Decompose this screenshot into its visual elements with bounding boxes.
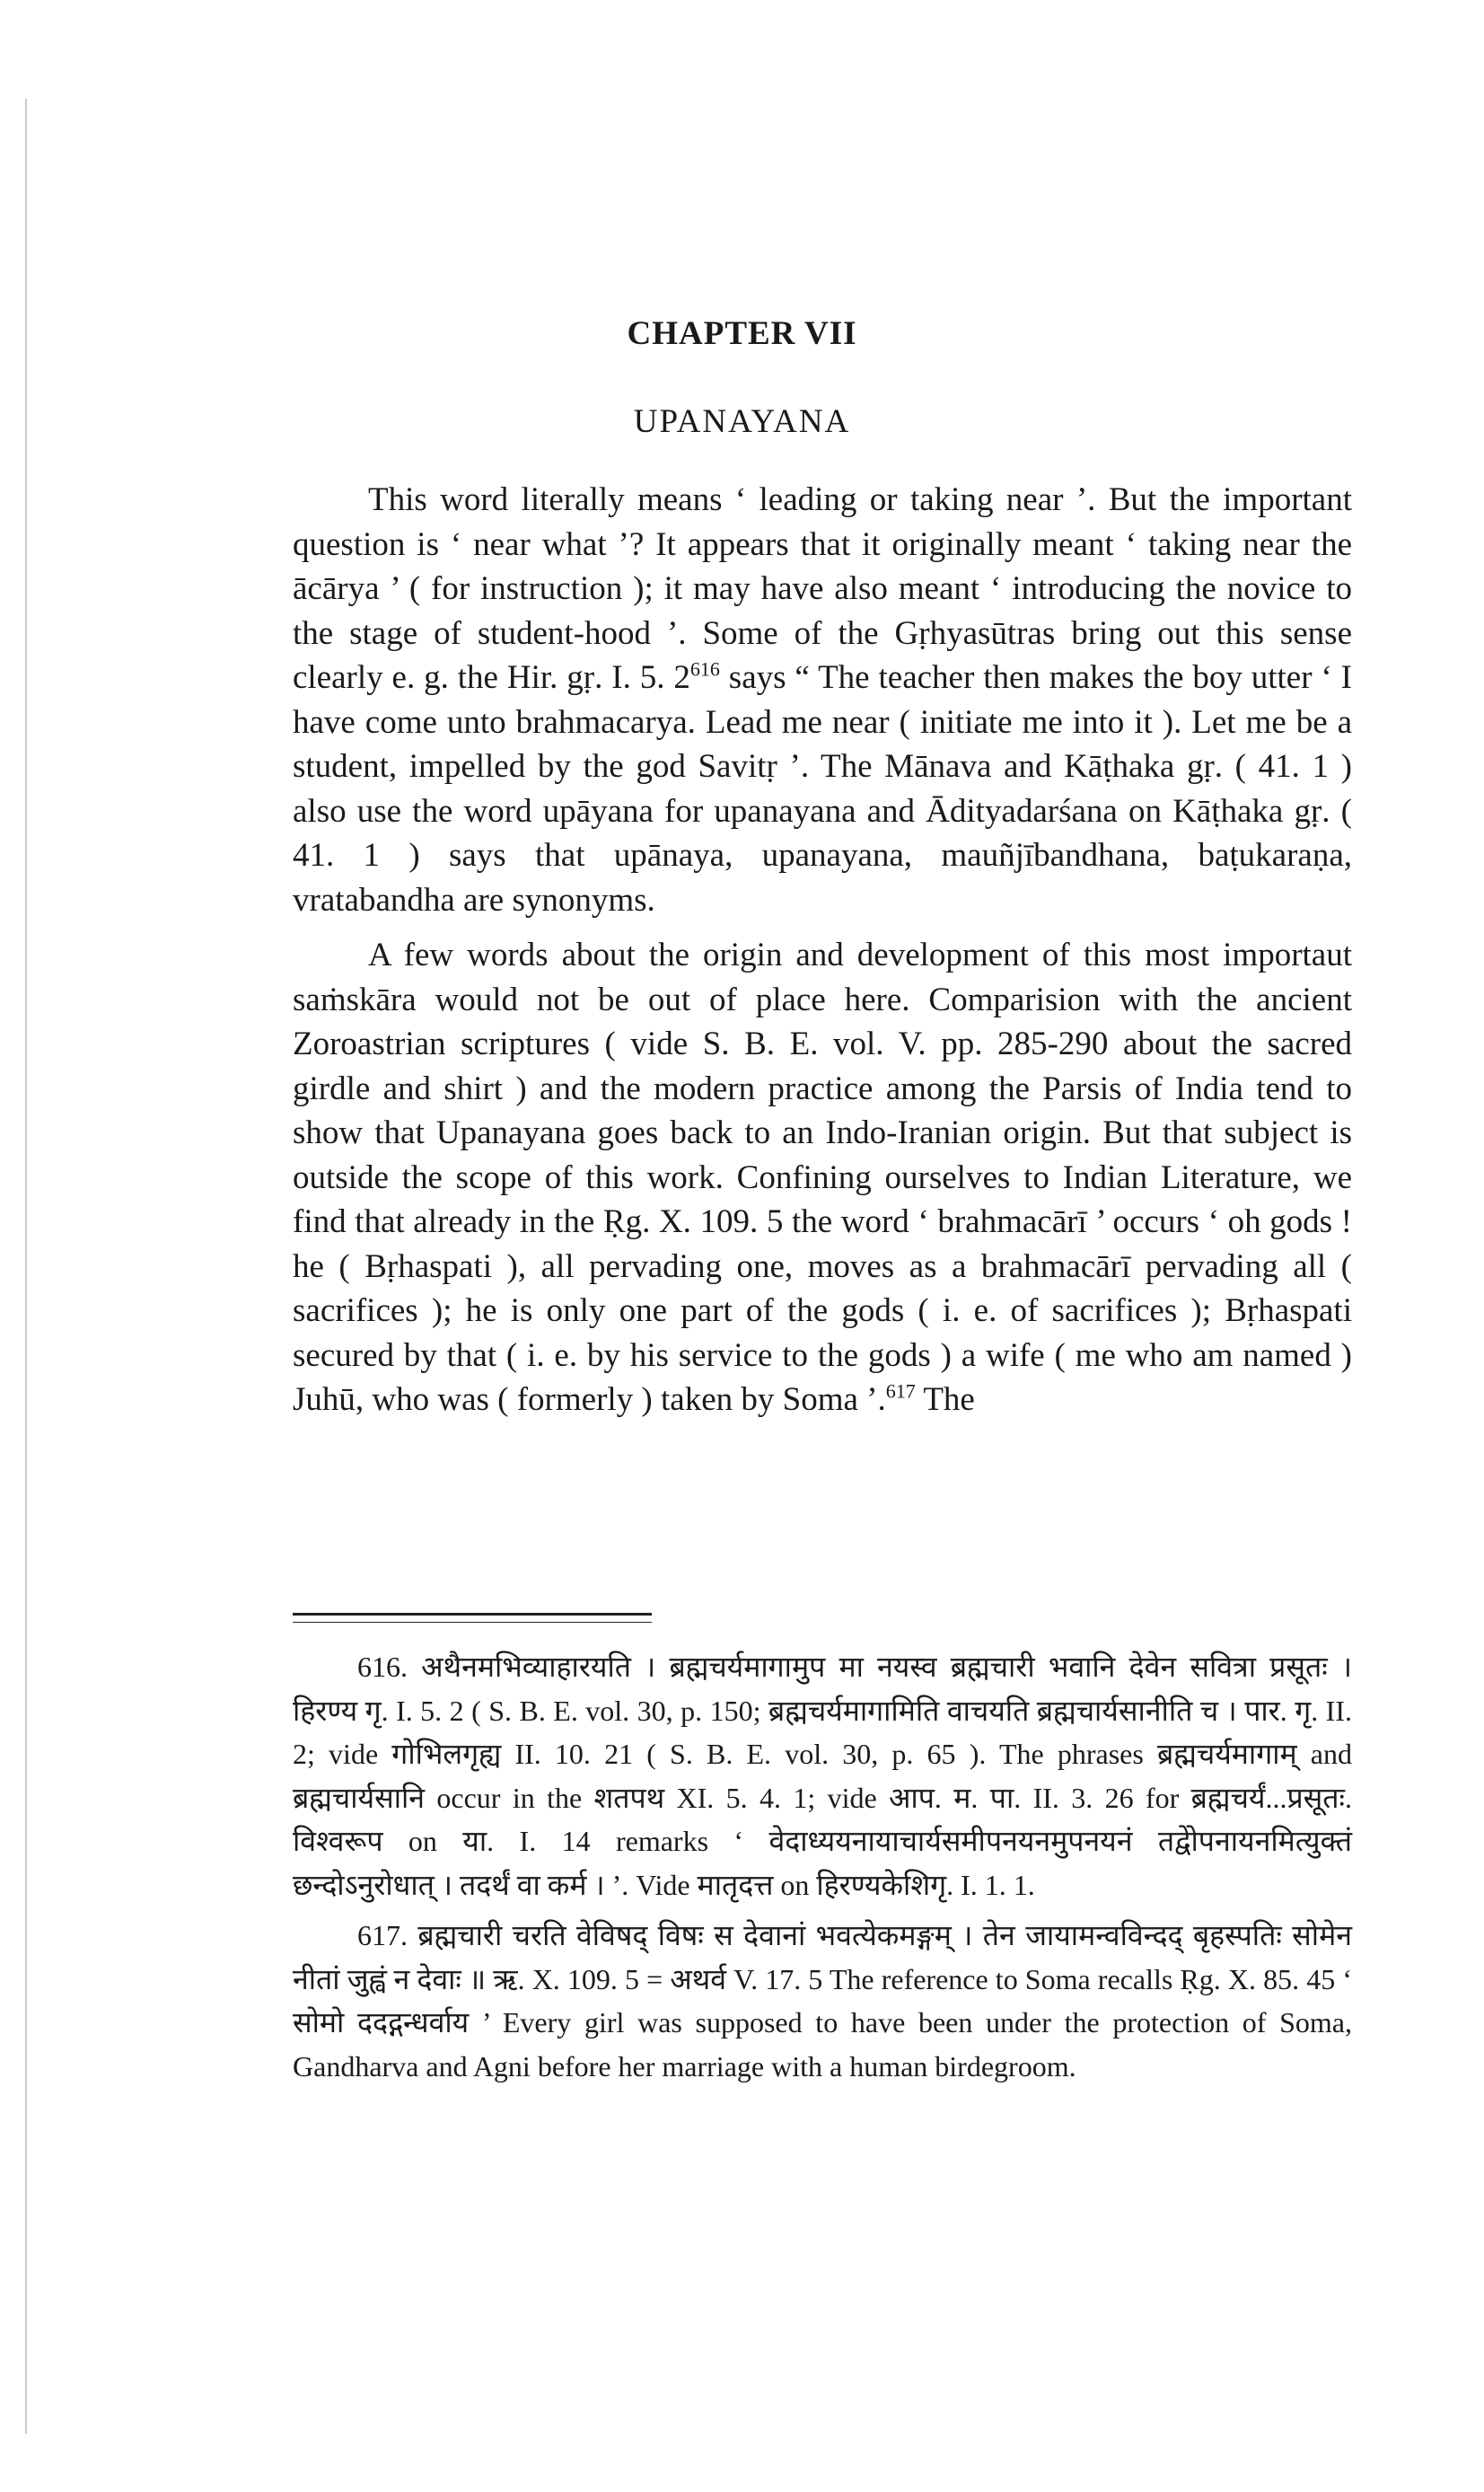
footnotes [293, 1645, 1352, 2088]
body-text [293, 478, 1352, 1422]
footnote-617: 617. ब्रह्मचारी चरति वेविषद् विषः स देवानां भवत्येकमङ्गम् । तेन जायामन्वविन्दद् बृहस्पतिः सोमेन नीतां जुह्वं न देवाः ॥ ऋ. X. 109. 5 = अथर्व V. 17. 5 The reference to Soma recalls Ṛg. X. 85. 45 ‘ सोमो ददद्गन्धर्वाय ’ Every girl was supposed to have been under the protection of Soma, Gandharva and Agni before her marriage with a human birdegroom. [293, 1919, 1352, 2083]
footnote-ref-616: 616 [689, 657, 720, 681]
paragraph-2-text: A few words about the origin and development of this most importaut saṁskāra would not be out of place here. Comparision with the ancient Zoroastrian scriptures ( vide S. B. E. vol. V. pp. 285-290 about the sacred girdle and shirt ) and the modern practice among the Parsis of India tend to show that Upanayana goes back to an Indo-Iranian origin. But that subject is outside the scope of this work. Confining ourselves to Indian Literature, we find that already in the Ṛg. X. 109. 5 the word ‘ brahmacārī ’ occurs ‘ oh gods ! he ( Bṛhaspati ), all pervading one, moves as a brahmacārī pervading all ( sacrifices ); he is only one part of the gods ( i. e. of sacrifices ); Bṛhaspati secured by that ( i. e. by his service to the gods ) a wife ( me who am named ) Juhū, who was ( formerly ) taken by Soma ’. [293, 937, 1352, 1418]
footnote-616: 616. अथैनमभिव्याहारयति । ब्रह्मचर्यमागामुप मा नयस्व ब्रह्मचारी भवानि देवेन सवित्रा प्रसूतः । हिरण्य गृ. I. 5. 2 ( S. B. E. vol. 30, p. 150; ब्रह्मचर्यमागामिति वाचयति ब्रह्मचार्यसानीति च । पार. गृ. II. 2; vide गोभिलगृह्य II. 10. 21 ( S. B. E. vol. 30, p. 65 ). The phrases ब्रह्मचर्यमागाम् and ब्रह्मचार्यसानि occur in the शतपथ XI. 5. 4. 1; vide आप. म. पा. II. 3. 26 for ब्रह्मचर्यं...प्रसूतः. विश्वरूप on या. I. 14 remarks ‘ वेदाध्ययनायाचार्यसमीपनयनमुपनयनं तद्वेोपनायनमित्युक्तं छन्दोऽनुरोधात् । तदर्थं वा कर्म । ’. Vide मातृदत्त on हिरण्यकेशिगृ. I. 1. 1. [293, 1651, 1352, 1901]
paragraph-1-text: This word literally means ‘ leading or taking near ’. But the important question is ‘ near what ’? It appears that it originally meant ‘ taking near the ācārya ’ ( for instruction ); it may have also meant ‘ introducing the novice to the stage of student-hood ’. Some of the Gṛhyasūtras bring out this sense clearly e. g. the Hir. gṛ. I. 5. 2 [293, 481, 1352, 696]
paragraph-1 [293, 478, 1352, 922]
paragraph-1-text-cont: says “ The teacher then makes the boy utter ‘ I have come unto brahmacarya. Lead me near ( initiate me into it ). Let me be a student, impelled by the god Savitṛ ’. The Mānava and Kāṭhaka gṛ. ( 41. 1 ) also use the word upāyana for upanayana and Ādityadarśana on Kāṭhaka gṛ. ( 41. 1 ) says that upānaya, upanayana, mauñjībandhana, baṭukaraṇa, vratabandha are synonyms. [293, 659, 1352, 919]
footnote-separator-thin [293, 1622, 652, 1623]
page-edge-rule [25, 99, 27, 2434]
footnote-ref-617: 617 [885, 1379, 916, 1403]
chapter-heading: CHAPTER VII [627, 315, 857, 352]
chapter-title: UPANAYANA [633, 403, 851, 440]
paragraph-2 [293, 933, 1352, 1422]
footnote-separator [293, 1613, 652, 1616]
paragraph-2-text-cont: The [915, 1381, 975, 1418]
